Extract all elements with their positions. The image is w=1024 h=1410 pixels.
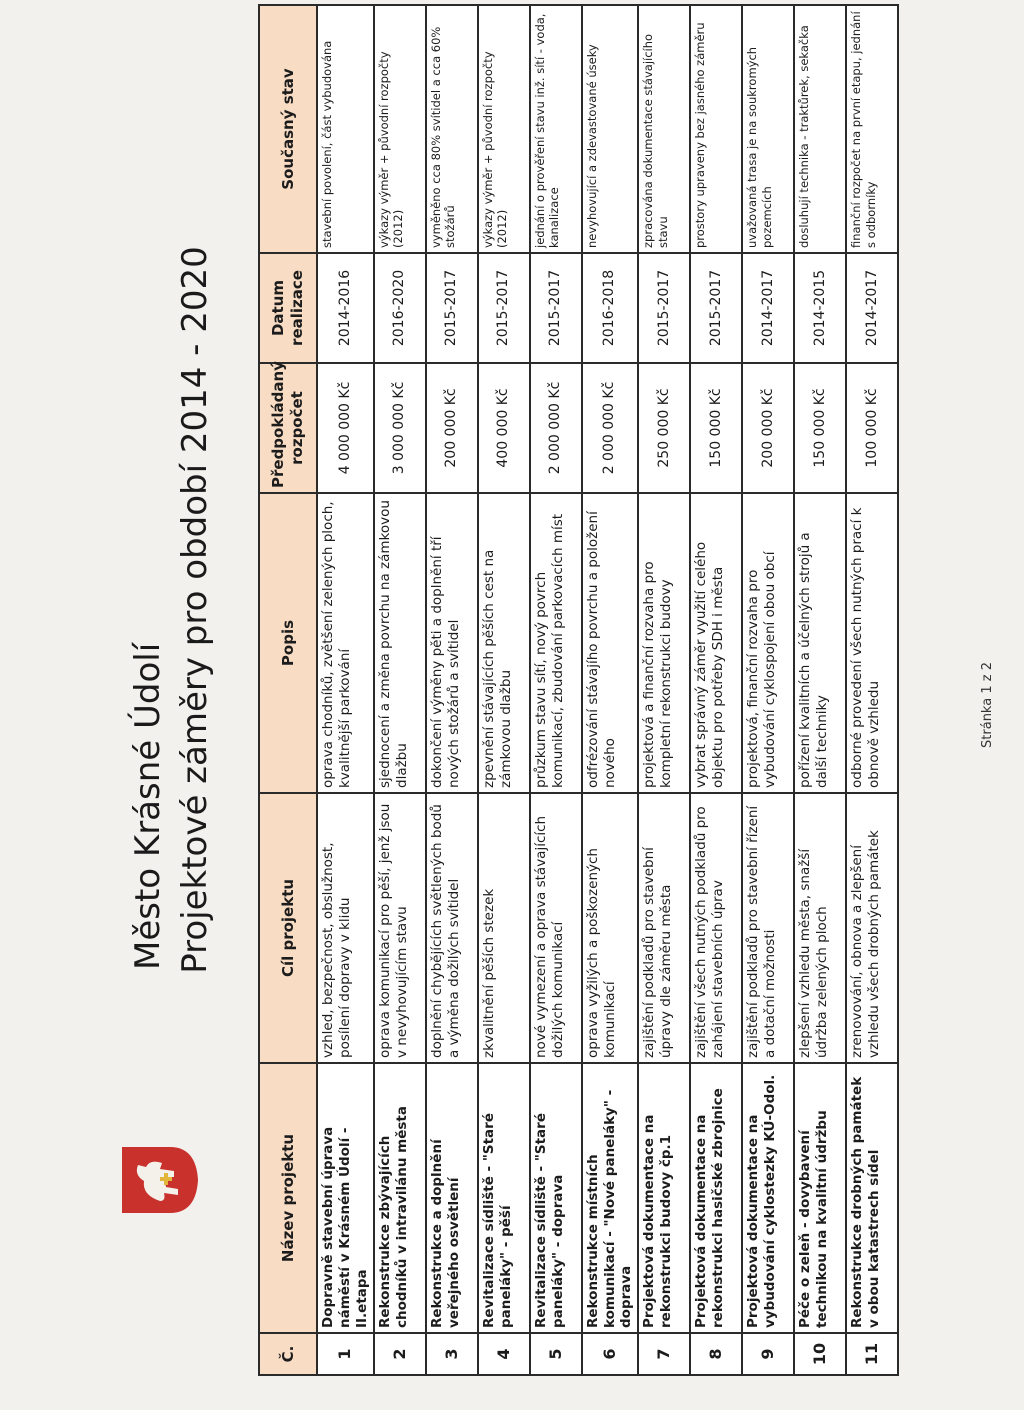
column-header-date: Datum realizace: [259, 253, 317, 363]
project-goal: oprava vyžilých a poškozených komunikací: [582, 793, 639, 1063]
project-state: uvažovaná trasa je na soukromých pozemcích: [742, 5, 794, 253]
project-budget: 3 000 000 Kč: [374, 363, 426, 493]
row-number: 1: [317, 1333, 374, 1375]
page-title: Město Krásné Údolí: [128, 642, 168, 970]
project-description: vybrat správný záměr využití celého objektu pro potřeby SDH i města: [690, 493, 742, 793]
page-number: Stránka 1 z 2: [980, 662, 995, 748]
project-date: 2015-2017: [478, 253, 530, 363]
project-name: Rekonstrukce a doplnění veřejného osvětlení: [426, 1063, 478, 1333]
project-state: výkazy výměr + původní rozpočty (2012): [478, 5, 530, 253]
project-budget: 100 000 Kč: [846, 363, 898, 493]
row-number: 8: [690, 1333, 742, 1375]
project-name: Dopravně stavební úprava náměstí v Krásném Údolí - II.etapa: [317, 1063, 374, 1333]
project-goal: zajištění podkladů pro stavební řízení a dotační možnosti: [742, 793, 794, 1063]
project-description: pořízení kvalitních a účelných strojů a další techniky: [794, 493, 846, 793]
project-goal: zajištění všech nutných podkladů pro zahájení stavebních úprav: [690, 793, 742, 1063]
project-name: Rekonstrukce místních komunikací - "Nové paneláky" - doprava: [582, 1063, 639, 1333]
project-description: projektová, finanční rozvaha pro vybudování cyklospojení obou obcí: [742, 493, 794, 793]
project-date: 2015-2017: [690, 253, 742, 363]
project-description: sjednocení a změna povrchu na zámkovou dlažbu: [374, 493, 426, 793]
project-description: projektová a finanční rozvaha pro kompletní rekonstrukci budovy: [638, 493, 690, 793]
project-description: průzkum stavu sítí, nový povrch komunikací, zbudování parkovacích míst: [530, 493, 582, 793]
project-name: Rekonstrukce zbývajících chodníků v intravilánu města: [374, 1063, 426, 1333]
project-budget: 4 000 000 Kč: [317, 363, 374, 493]
project-description: odborné provedení všech nutných prací k obnově vzhledu: [846, 493, 898, 793]
project-state: dosluhují technika - traktůrek, sekačka: [794, 5, 846, 253]
project-state: prostory upraveny bez jasného záměru: [690, 5, 742, 253]
row-number: 2: [374, 1333, 426, 1375]
project-state: zpracována dokumentace stávajícího stavu: [638, 5, 690, 253]
project-date: 2014-2017: [742, 253, 794, 363]
project-budget: 150 000 Kč: [794, 363, 846, 493]
table-row: [374, 5, 426, 1375]
row-number: 4: [478, 1333, 530, 1375]
project-date: 2015-2017: [426, 253, 478, 363]
project-name: Péče o zeleň - dovybavení technikou na kvalitní údržbu: [794, 1063, 846, 1333]
project-description: odfrézování stávajího povrchu a položení nového: [582, 493, 639, 793]
column-header-number: Č.: [259, 1333, 317, 1375]
project-description: dokončení výměny pěti a doplnění tří nových stožárů a svítidel: [426, 493, 478, 793]
project-state: stavební povolení, část vybudována: [317, 5, 374, 253]
project-budget: 200 000 Kč: [742, 363, 794, 493]
page-subtitle: Projektové záměry pro období 2014 - 2020: [175, 246, 215, 974]
project-date: 2015-2017: [638, 253, 690, 363]
project-goal: nové vymezení a oprava stávajících dožilých komunikací: [530, 793, 582, 1063]
project-name: Rekonstrukce drobných památek v obou katastrech sídel: [846, 1063, 898, 1333]
project-goal: zlepšení vzhledu města, snažší údržba zelených ploch: [794, 793, 846, 1063]
project-goal: zajištění podkladů pro stavební úpravy dle záměru města: [638, 793, 690, 1063]
table-row: [426, 5, 478, 1375]
project-date: 2016-2020: [374, 253, 426, 363]
project-date: 2014-2015: [794, 253, 846, 363]
project-state: finanční rozpočet na první etapu, jednání s odborníky: [846, 5, 898, 253]
project-name: Projektová dokumentace na rekonstrukci budovy čp.1: [638, 1063, 690, 1333]
column-header-budget: Předpokládaný rozpočet: [259, 363, 317, 493]
table-row: [794, 5, 846, 1375]
table-header-row: [259, 5, 317, 1375]
table-row: [317, 5, 374, 1375]
coat-of-arms-icon: [120, 1145, 200, 1215]
row-number: 3: [426, 1333, 478, 1375]
project-state: vyměněno cca 80% svítidel a cca 60% stožárů: [426, 5, 478, 253]
row-number: 5: [530, 1333, 582, 1375]
project-name: Revitalizace sídliště - "Staré paneláky" - pěší: [478, 1063, 530, 1333]
column-header-state: Současný stav: [259, 5, 317, 253]
project-name: Projektová dokumentace na rekonstrukci hasičské zbrojnice: [690, 1063, 742, 1333]
column-header-description: Popis: [259, 493, 317, 793]
project-budget: 150 000 Kč: [690, 363, 742, 493]
table-row: [478, 5, 530, 1375]
row-number: 10: [794, 1333, 846, 1375]
project-budget: 2 000 000 Kč: [582, 363, 639, 493]
project-date: 2016-2018: [582, 253, 639, 363]
projects-table: [258, 4, 899, 1376]
project-goal: zkvalitnění pěších stezek: [478, 793, 530, 1063]
project-budget: 200 000 Kč: [426, 363, 478, 493]
row-number: 11: [846, 1333, 898, 1375]
project-date: 2014-2017: [846, 253, 898, 363]
project-goal: doplnění chybějících světlených bodů a výměna dožilých svítidel: [426, 793, 478, 1063]
project-description: zpevnění stávajících pěších cest na zámkovou dlažbu: [478, 493, 530, 793]
table-row: [582, 5, 639, 1375]
project-goal: vzhled, bezpečnost, obslužnost, posílení dopravy v klidu: [317, 793, 374, 1063]
column-header-goal: Cíl projektu: [259, 793, 317, 1063]
table-row: [742, 5, 794, 1375]
project-state: výkazy výměr + původní rozpočty (2012): [374, 5, 426, 253]
project-goal: zrenovování, obnova a zlepšení vzhledu všech drobných památek: [846, 793, 898, 1063]
table-row: [846, 5, 898, 1375]
project-date: 2014-2016: [317, 253, 374, 363]
project-name: Revitalizace sídliště - "Staré paneláky" - doprava: [530, 1063, 582, 1333]
project-date: 2015-2017: [530, 253, 582, 363]
project-goal: oprava komunikací pro pěší, jenž jsou v nevyhovujícím stavu: [374, 793, 426, 1063]
row-number: 6: [582, 1333, 639, 1375]
column-header-name: Název projektu: [259, 1063, 317, 1333]
project-budget: 400 000 Kč: [478, 363, 530, 493]
project-description: oprava chodníků, zvětšení zelených ploch, kvalitnější parkování: [317, 493, 374, 793]
table-row: [530, 5, 582, 1375]
project-state: nevyhovující a zdevastované úseky: [582, 5, 639, 253]
table-row: [638, 5, 690, 1375]
project-budget: 250 000 Kč: [638, 363, 690, 493]
table-row: [690, 5, 742, 1375]
row-number: 9: [742, 1333, 794, 1375]
project-name: Projektová dokumentace na vybudování cyklostezky KÚ-Odol.: [742, 1063, 794, 1333]
project-state: jednání o prověření stavu inž. sítí - voda, kanalizace: [530, 5, 582, 253]
row-number: 7: [638, 1333, 690, 1375]
project-budget: 2 000 000 Kč: [530, 363, 582, 493]
